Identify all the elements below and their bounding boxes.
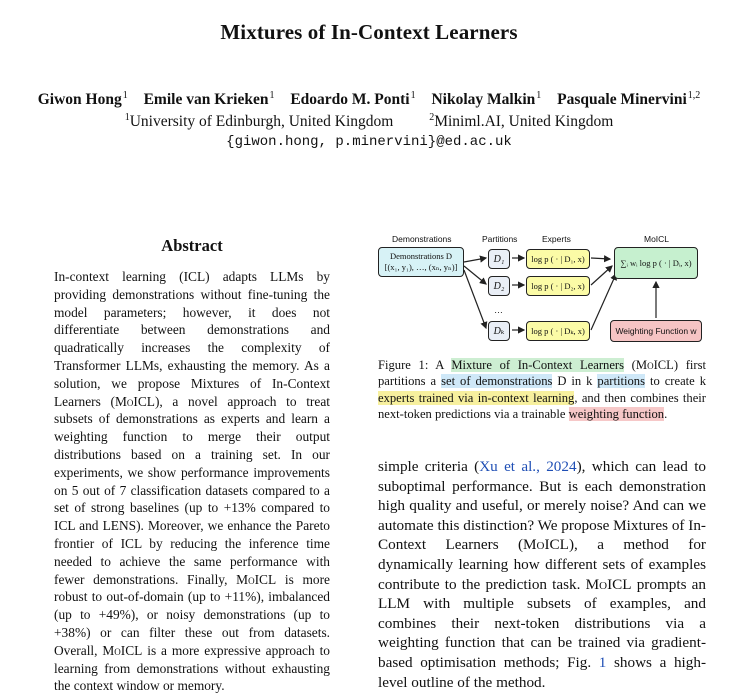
arrow-expert1-to-moicl	[591, 258, 610, 259]
caption-highlight-mixture: Mixture of In-Context Learners	[451, 358, 625, 372]
author-name: Giwon Hong	[37, 91, 122, 108]
author	[290, 91, 415, 108]
caption-highlight-experts: experts trained via in-context learning	[378, 390, 575, 405]
author-sup: 1	[122, 90, 128, 101]
abstract-heading: Abstract	[161, 236, 223, 255]
paper-title: Mixtures of In-Context Learners	[220, 20, 518, 44]
caption-text: D in k	[552, 374, 598, 389]
partition-ellipsis: …	[494, 305, 503, 315]
author-sup: 1	[410, 90, 416, 101]
method-name: MoICL	[523, 536, 569, 554]
expert-k: log p ( · | Dₖ, x)	[526, 321, 590, 341]
abstract-text: In-context learning (ICL) adapts LLMs by providing demonstrations without fine-tuning the model parameters; however, it does not differentiate between demonstrations and quadratically increases the complexity of Transformer LLMs, exhausting the memory. As a solution, we propose Mixtures of In-Context Learners (	[54, 269, 330, 409]
affiliation-list	[0, 112, 738, 131]
author-name: Pasquale Minervini	[557, 91, 687, 108]
citation-link[interactable]: Xu et al., 2024	[479, 458, 577, 475]
body-text: shows a high-level outline of the method.	[378, 653, 707, 691]
author-name: Nikolay Malkin	[431, 91, 536, 108]
author	[38, 91, 128, 108]
author-sup: 1	[269, 90, 275, 101]
expert-1: log p ( · | D₁, x)	[526, 249, 590, 269]
caption-text: ) first partitions a	[378, 358, 706, 389]
abstract-body	[54, 268, 330, 695]
arrow-demo-to-d1	[464, 258, 486, 262]
arrow-demo-to-d2	[464, 266, 486, 284]
body-text: ), a method for dynamically learning how different sets of examples contribute to the prediction task.	[378, 536, 706, 593]
affiliation-sup: 1	[124, 112, 130, 123]
expert-2: log p ( · | D₂, x)	[526, 276, 590, 296]
author-name: Emile van Krieken	[143, 91, 269, 108]
affiliation-text: Miniml.AI, United Kingdom	[434, 113, 614, 130]
author	[144, 91, 275, 108]
affiliation	[429, 113, 613, 130]
author-sup: 1	[536, 90, 542, 101]
body-text: ), which can lead to suboptimal performance. But is each demonstration high quality and useful, or merely noise? And can we automate this distinction? We propose Mixtures of In-Context Learners (	[378, 458, 707, 554]
author	[557, 91, 700, 108]
affiliation-sup: 2	[429, 112, 435, 123]
caption-text: to create k	[645, 374, 707, 389]
author-sup: 1,2	[687, 90, 701, 101]
partition-d1: D₁	[488, 249, 510, 269]
introduction-paragraph	[378, 457, 706, 692]
demo-box-set: [(x₁, y₁), …, (xₙ, yₙ)]	[384, 262, 458, 272]
author-emails: {giwon.hong, p.minervini}@ed.ac.uk	[226, 134, 512, 150]
demonstrations-box	[378, 247, 464, 277]
caption-text: .	[664, 406, 668, 421]
affiliation	[125, 113, 394, 130]
arrow-demo-to-dk	[464, 270, 486, 328]
label-demonstrations: Demonstrations	[392, 234, 452, 244]
caption-text: Figure 1: A	[378, 358, 452, 372]
caption-text: , and then combines their next-token predictions via a trainable	[378, 390, 706, 421]
figure-1-diagram	[376, 230, 706, 352]
abstract-text: is more robust to out-of-domain (up to +11%), imbalanced (up to +49%), or noisy demonstrations (up to +38%) or can filter these out from datasets. Overall,	[54, 571, 331, 658]
caption-highlight-weighting: weighting function	[568, 406, 665, 421]
moicl-combination-box: ∑ᵢ wᵢ log p ( · | Dᵢ, x)	[614, 247, 698, 279]
demo-box-title: Demonstrations D	[389, 251, 453, 261]
method-name: MoICL	[585, 575, 632, 593]
caption-highlight-demonstrations: set of demonstrations	[441, 374, 553, 389]
figure-caption	[378, 357, 706, 422]
caption-highlight-partitions: partitions	[597, 374, 645, 389]
partition-d2: D₂	[488, 276, 510, 296]
author-list	[0, 90, 738, 109]
caption-text: (	[624, 358, 636, 372]
body-text: simple criteria (	[378, 458, 480, 475]
abstract-text: is a more expressive approach to learning from demonstrations without exhausting the context window or memory.	[54, 642, 330, 694]
affiliation-text: University of Edinburgh, United Kingdom	[129, 113, 394, 130]
figure-reference-link[interactable]: 1	[598, 653, 607, 671]
arrow-expert2-to-moicl	[591, 266, 612, 285]
method-name: MoICL	[236, 571, 277, 587]
method-name: MoICL	[635, 358, 674, 372]
abstract-text: ), a novel approach to treat subsets of demonstrations as experts and learn a weighting function to merge their output distributions based on a training set. In our experiments, we show performance improvements on 5 out of 7 classification datasets compared to a set of strong baselines (up to +13% compared to ICL and LENS). Moreover, we enhance the Pareto frontier of ICL by reducing the inference time needed to achieve the same performance with fewer demonstrations. Finally,	[54, 393, 330, 587]
partition-dk: Dₖ	[488, 321, 510, 341]
label-partitions: Partitions	[482, 234, 518, 244]
author	[431, 91, 541, 108]
label-experts: Experts	[542, 234, 571, 244]
author-name: Edoardo M. Ponti	[290, 91, 410, 108]
label-moicl: MoICL	[644, 234, 670, 244]
method-name: MoICL	[102, 642, 143, 658]
body-text: prompts an LLM with multiple subsets of examples, and combines their next-token distributions via a weighting function that can be trained via gradient-based optimisation methods; Fig.	[378, 575, 706, 671]
method-name: MoICL	[114, 393, 155, 409]
weighting-function-box: Weighting Function w	[610, 320, 702, 342]
